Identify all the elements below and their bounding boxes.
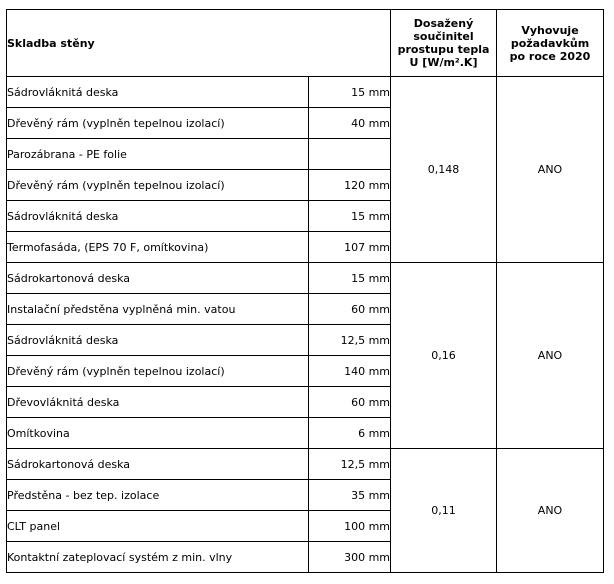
material-cell: Sádrokartonová deska — [7, 449, 309, 480]
header-requirement-line: po roce 2020 — [509, 49, 591, 63]
thickness-cell: 35 mm — [309, 480, 391, 511]
u-value-cell: 0,148 — [391, 77, 497, 263]
thickness-cell: 12,5 mm — [309, 325, 391, 356]
thickness-cell: 40 mm — [309, 108, 391, 139]
thickness-cell: 120 mm — [309, 170, 391, 201]
thickness-cell: 12,5 mm — [309, 449, 391, 480]
u-value-cell: 0,16 — [391, 263, 497, 449]
material-cell: Omítkovina — [7, 418, 309, 449]
u-value-cell: 0,11 — [391, 449, 497, 573]
material-cell: Instalační předstěna vyplněná min. vatou — [7, 294, 309, 325]
thickness-cell: 15 mm — [309, 77, 391, 108]
material-cell: Kontaktní zateplovací systém z min. vlny — [7, 542, 309, 573]
material-cell: Dřevovláknitá deska — [7, 387, 309, 418]
header-u-value-line: součinitel — [413, 30, 474, 43]
thickness-cell: 6 mm — [309, 418, 391, 449]
material-cell: CLT panel — [7, 511, 309, 542]
header-requirement-line: Vyhovuje — [521, 23, 579, 37]
header-requirement — [497, 10, 604, 77]
material-cell: Sádrovláknitá deska — [7, 77, 309, 108]
material-cell: Sádrovláknitá deska — [7, 325, 309, 356]
material-cell: Sádrokartonová deska — [7, 263, 309, 294]
table-row — [7, 449, 604, 480]
material-cell: Dřevěný rám (vyplněn tepelnou izolací) — [7, 356, 309, 387]
header-requirement-line: požadavkům — [510, 36, 590, 50]
requirement-cell: ANO — [497, 449, 604, 573]
material-cell: Předstěna - bez tep. izolace — [7, 480, 309, 511]
requirement-cell: ANO — [497, 77, 604, 263]
thickness-cell: 100 mm — [309, 511, 391, 542]
wall-composition-table — [6, 9, 604, 573]
thickness-cell — [309, 139, 391, 170]
header-u-value-line: U [W/m².K] — [409, 56, 478, 69]
thickness-cell: 140 mm — [309, 356, 391, 387]
header-u-value-line: prostupu tepla — [397, 43, 490, 56]
material-cell: Dřevěný rám (vyplněn tepelnou izolací) — [7, 108, 309, 139]
material-cell: Dřevěný rám (vyplněn tepelnou izolací) — [7, 170, 309, 201]
header-u-value-line: Dosažený — [413, 17, 474, 30]
thickness-cell: 60 mm — [309, 387, 391, 418]
thickness-cell: 15 mm — [309, 263, 391, 294]
material-cell: Parozábrana - PE folie — [7, 139, 309, 170]
header-u-value — [391, 10, 497, 77]
thickness-cell: 107 mm — [309, 232, 391, 263]
requirement-cell: ANO — [497, 263, 604, 449]
thickness-cell: 15 mm — [309, 201, 391, 232]
header-composition: Skladba stěny — [7, 10, 391, 77]
thickness-cell: 60 mm — [309, 294, 391, 325]
material-cell: Termofasáda, (EPS 70 F, omítkovina) — [7, 232, 309, 263]
thickness-cell: 300 mm — [309, 542, 391, 573]
table-row — [7, 263, 604, 294]
table-row — [7, 77, 604, 108]
material-cell: Sádrovláknitá deska — [7, 201, 309, 232]
